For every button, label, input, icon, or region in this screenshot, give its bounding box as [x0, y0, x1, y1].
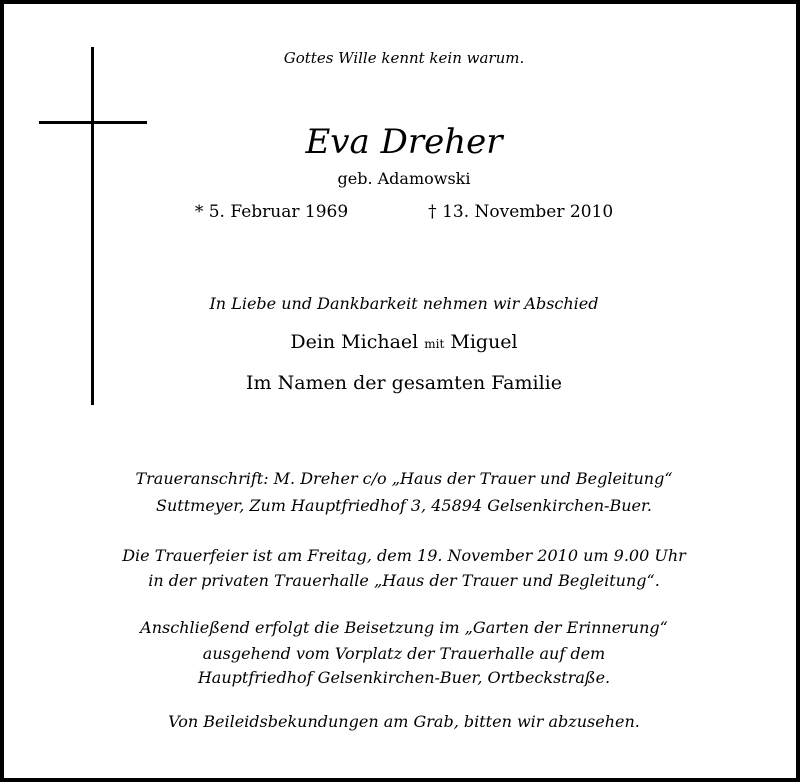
- signer-first: Dein Michael: [290, 331, 419, 353]
- ceremony-line-2: in der privaten Trauerhalle „Haus der Trauer und Begleitung“.: [148, 571, 660, 590]
- signer-second: Miguel: [450, 331, 518, 353]
- closing-line: Von Beileidsbekundungen am Grab, bitten wir abzusehen.: [168, 712, 640, 731]
- death-date: † 13. November 2010: [428, 202, 614, 222]
- ceremony-line-1: Die Trauerfeier ist am Freitag, dem 19. November 2010 um 9.00 Uhr: [122, 546, 686, 565]
- farewell-line: In Liebe und Dankbarkeit nehmen wir Abschied: [209, 294, 599, 313]
- birth-name: geb. Adamowski: [337, 169, 471, 188]
- burial-line-2: ausgehend vom Vorplatz der Trauerhalle auf dem: [202, 644, 606, 663]
- address-line-1: Traueranschrift: M. Dreher c/o „Haus der Trauer und Begleitung“: [135, 469, 673, 488]
- deceased-name: Eva Dreher: [305, 122, 503, 162]
- burial-line-1: Anschließend erfolgt die Beisetzung im „Garten der Erinnerung“: [140, 618, 668, 637]
- motto: Gottes Wille kennt kein warum.: [283, 49, 525, 67]
- burial-line-3: Hauptfriedhof Gelsenkirchen-Buer, Ortbeckstraße.: [197, 668, 611, 687]
- signers: [4, 331, 800, 353]
- life-dates: [4, 202, 800, 222]
- family-line: Im Namen der gesamten Familie: [246, 372, 562, 394]
- signer-joiner: mit: [424, 337, 445, 351]
- address-line-2: Suttmeyer, Zum Hauptfriedhof 3, 45894 Gelsenkirchen-Buer.: [156, 496, 652, 515]
- birth-date: * 5. Februar 1969: [194, 202, 349, 222]
